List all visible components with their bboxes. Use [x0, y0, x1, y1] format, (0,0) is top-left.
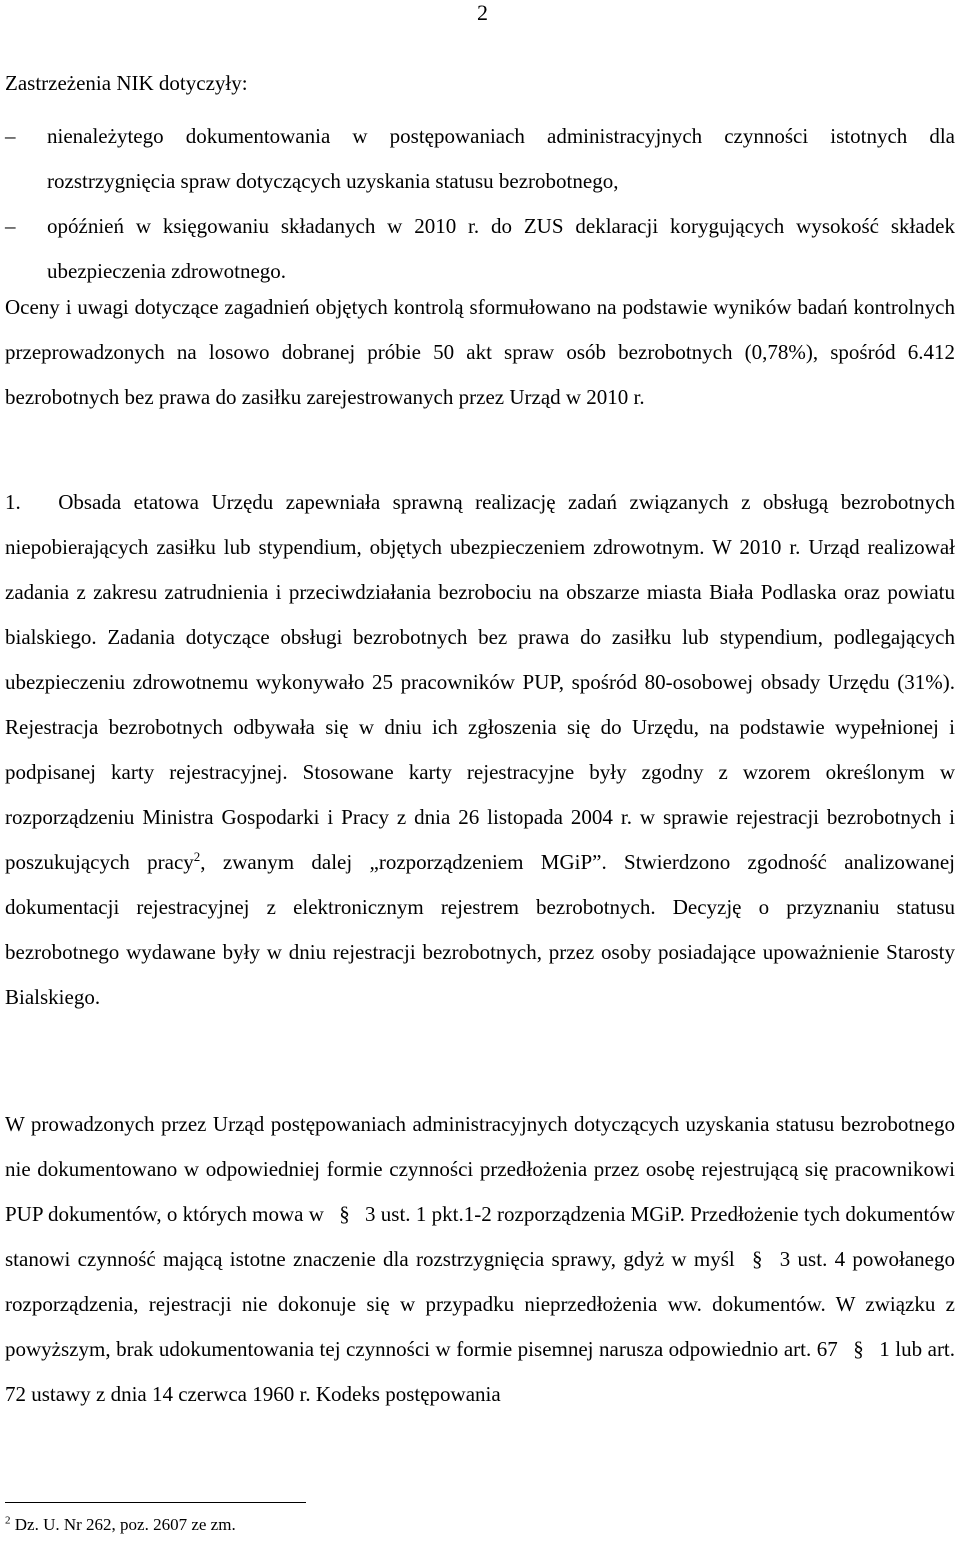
intro-line: Zastrzeżenia NIK dotyczyły:: [5, 71, 248, 95]
dash-bullet-icon: –: [5, 214, 16, 238]
footnote-reference: 2: [193, 849, 201, 864]
paragraph-text: W prowadzonych przez Urząd postępowaniach administracyjnych dotyczących uzyskania statusu bezrobotnego nie dokumentowano w odpowiedniej formie czynności przedłożenia przez osobę rejestrującą się pracownikowi PUP dokumentów, o których mowa w: [5, 1112, 955, 1226]
list-item: [5, 204, 955, 294]
footnote-divider: [5, 1502, 306, 1503]
paragraph-text: 1 lub art. 72 ustawy z dnia 14 czerwca 1960 r. Kodeks postępowania: [5, 1337, 956, 1406]
footnote: [5, 1514, 236, 1536]
paragraph-text: , zwanym dalej „rozporządzeniem MGiP”. Stwierdzono zgodność analizowanej dokumentacji rejestracyjnej z elektronicznym rejestrem bezrobotnych. Decyzję o przyznaniu statusu bezrobotnego wydawane były w dniu rejestracji bezrobotnych, przez osoby posiadające upoważnienie Starosty Bialskiego.: [5, 850, 955, 1009]
page-number: 2: [477, 0, 488, 25]
paragraph-text: 3 ust. 4 powołanego rozporządzenia, rejestracji nie dokonuje się w przypadku nieprzedłożenia ww. dokumentów. W związku z powyższym, brak udokumentowania tej czynności w formie pisemnej narusza odpowiednio art. 67: [5, 1247, 956, 1361]
dash-bullet-icon: –: [5, 124, 16, 148]
paragraph-documentation-findings: [5, 1102, 955, 1417]
paragraph-text: 3 ust. 1 pkt.1-2 rozporządzenia MGiP. Przedłożenie tych dokumentów stanowi czynność mającą istotne znaczenie dla rozstrzygnięcia sprawy, gdyż w myśl: [5, 1202, 955, 1271]
footnote-text: Dz. U. Nr 262, poz. 2607 ze zm.: [14, 1515, 236, 1534]
section-sign: §: [752, 1247, 763, 1271]
section-number: 1.: [5, 490, 21, 514]
bullet-text: nienależytego dokumentowania w postępowaniach administracyjnych czynności istotnych dla rozstrzygnięcia spraw dotyczących uzyskania statusu bezrobotnego,: [47, 124, 955, 193]
bullet-text: opóźnień w księgowaniu składanych w 2010 r. do ZUS deklaracji korygujących wysokość składek ubezpieczenia zdrowotnego.: [47, 214, 955, 283]
paragraph-staffing: [5, 480, 955, 1020]
paragraph-text: Obsada etatowa Urzędu zapewniała sprawną realizację zadań związanych z obsługą bezrobotnych niepobierających zasiłku lub stypendium, objętych ubezpieczeniem zdrowotnym. W 2010 r. Urząd realizował zadania z zakresu zatrudnienia i przeciwdziałania bezrobociu na obszarze miasta Biała Podlaska oraz powiatu bialskiego. Zadania dotyczące obsługi bezrobotnych bez prawa do zasiłku lub stypendium, podlegających ubezpieczeniu zdrowotnemu wykonywało 25 pracowników PUP, spośród 80-osobowej obsady Urzędu (31%). Rejestracja bezrobotnych odbywała się w dniu ich zgłoszenia się do Urzędu, na podstawie wypełnionej i podpisanej karty rejestracyjnej. Stosowane karty rejestracyjne były zgodny z wzorem określonym w rozporządzeniu Ministra Gospodarki i Pracy z dnia 26 listopada 2004 r. w sprawie rejestracji bezrobotnych i poszukujących pracy: [5, 490, 956, 874]
footnote-number: 2: [5, 1514, 11, 1527]
list-item: [5, 114, 955, 204]
section-sign: §: [853, 1337, 864, 1361]
paragraph-assessment-basis: Oceny i uwagi dotyczące zagadnień objętych kontrolą sformułowano na podstawie wyników badań kontrolnych przeprowadzonych na losowo dobranej próbie 50 akt spraw osób bezrobotnych (0,78%), spośród 6.412 bezrobotnych bez prawa do zasiłku zarejestrowanych przez Urząd w 2010 r.: [5, 295, 955, 409]
section-sign: §: [339, 1202, 350, 1226]
bullet-list: [5, 114, 955, 294]
